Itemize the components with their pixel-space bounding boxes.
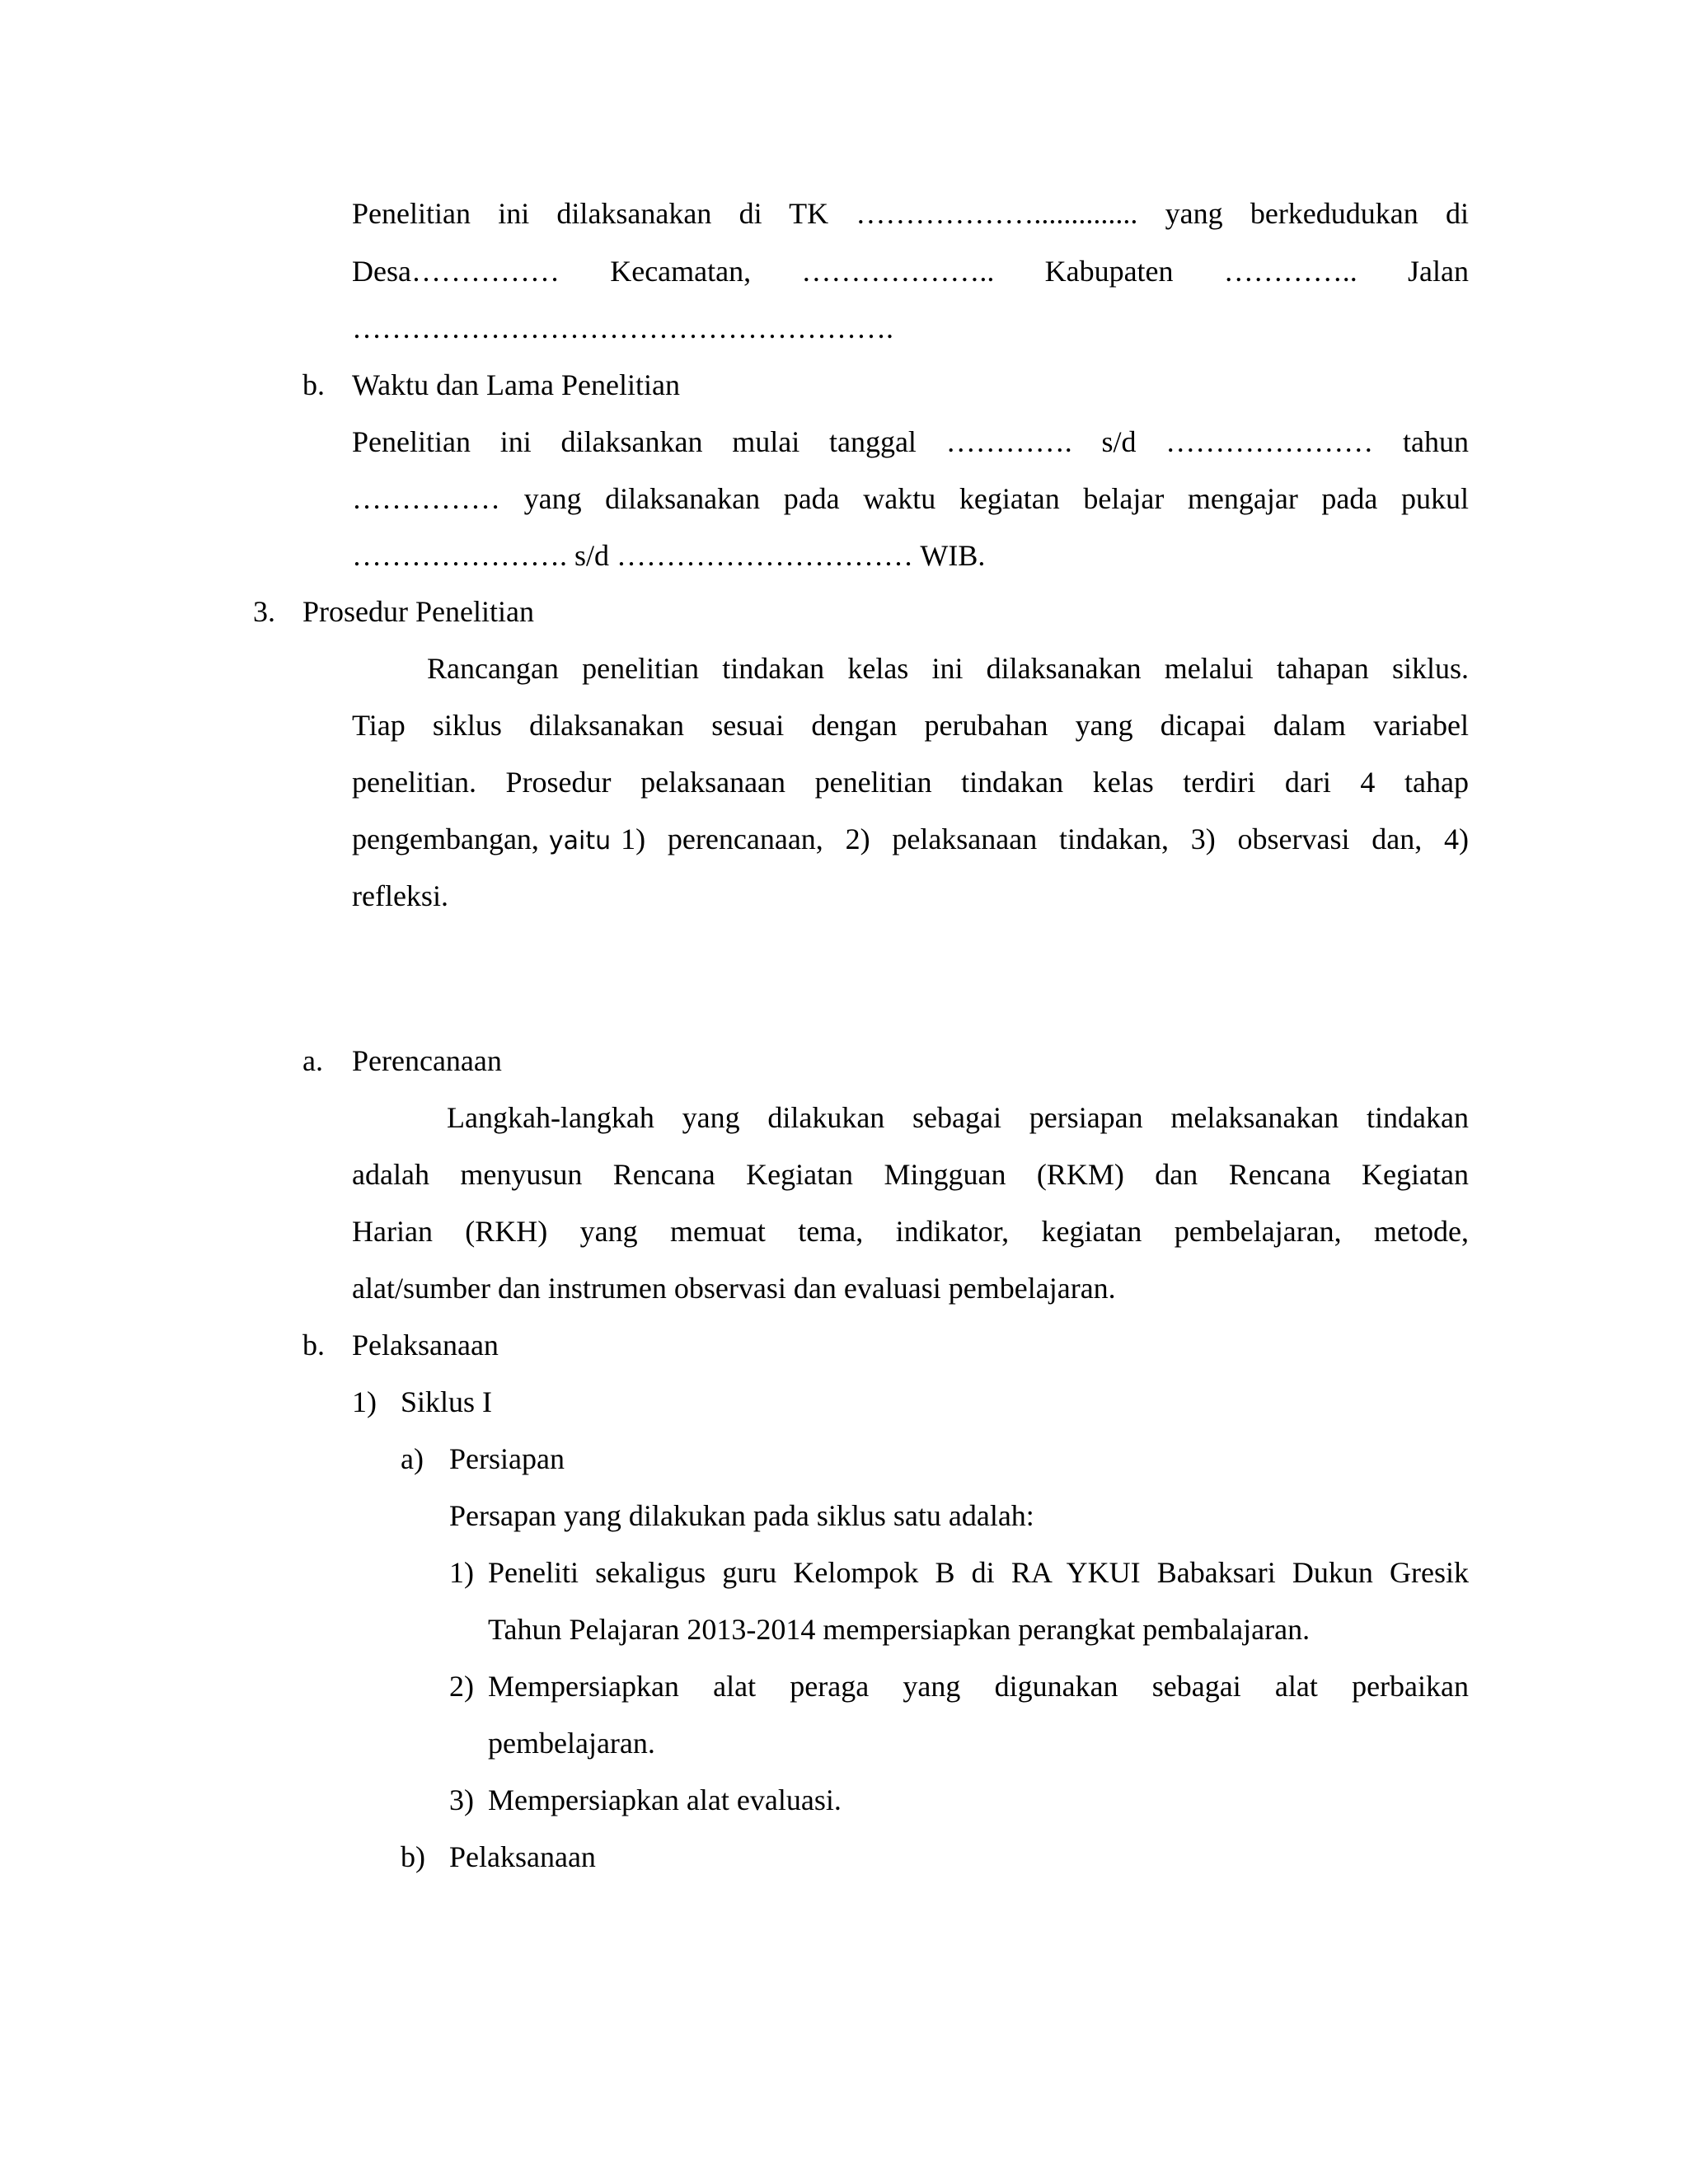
persiapan-heading: Persiapan	[449, 1442, 565, 1475]
prosedur-heading: Prosedur Penelitian	[302, 595, 534, 628]
waktu-line-1: Penelitian ini dilaksankan mulai tanggal …………. s/d ………………… tahun	[352, 425, 1469, 458]
prosedur-marker: 3.	[253, 595, 275, 628]
persiapan-item-2-marker: 2)	[449, 1670, 474, 1703]
sub-pelaksanaan-marker: b)	[401, 1840, 425, 1873]
prosedur-line-2: Tiap siklus dilaksanakan sesuai dengan perubahan yang dicapai dalam variabel	[352, 709, 1469, 742]
prosedur-line-1: Rancangan penelitian tindakan kelas ini dilaksanakan melalui tahapan siklus.	[427, 652, 1469, 685]
siklus-marker: 1)	[352, 1385, 377, 1418]
lokasi-line-1: Penelitian ini dilaksanakan di TK ……………….............. yang berkedudukan di	[352, 197, 1469, 230]
waktu-heading: Waktu dan Lama Penelitian	[352, 368, 680, 401]
prosedur-line-3: penelitian. Prosedur pelaksanaan penelitian tindakan kelas terdiri dari 4 tahap	[352, 766, 1469, 799]
perencanaan-line-2: adalah menyusun Rencana Kegiatan Mingguan (RKM) dan Rencana Kegiatan	[352, 1158, 1469, 1191]
pelaksanaan-marker: b.	[302, 1329, 325, 1361]
waktu-marker: b.	[302, 368, 325, 401]
persiapan-item-3-line-1: Mempersiapkan alat evaluasi.	[488, 1783, 842, 1816]
waktu-line-2: …………… yang dilaksanakan pada waktu kegiatan belajar mengajar pada pukul	[352, 482, 1469, 515]
prosedur-line-5: refleksi.	[352, 879, 448, 912]
persiapan-item-1-marker: 1)	[449, 1556, 474, 1589]
persiapan-item-1-line-2: Tahun Pelajaran 2013-2014 mempersiapkan perangkat pembalajaran.	[488, 1613, 1311, 1646]
perencanaan-line-3: Harian (RKH) yang memuat tema, indikator, kegiatan pembelajaran, metode,	[352, 1215, 1469, 1248]
siklus-heading: Siklus I	[401, 1385, 493, 1418]
prosedur-line-4-yaitu: yaitu	[548, 827, 612, 855]
perencanaan-line-1: Langkah-langkah yang dilakukan sebagai persiapan melaksanakan tindakan	[447, 1101, 1469, 1134]
persiapan-intro: Persapan yang dilakukan pada siklus satu adalah:	[449, 1499, 1034, 1532]
prosedur-line-4	[352, 811, 1469, 869]
prosedur-line-4-start: pengembangan,	[352, 823, 539, 855]
perencanaan-heading: Perencanaan	[352, 1044, 502, 1077]
pelaksanaan-heading: Pelaksanaan	[352, 1329, 499, 1361]
perencanaan-line-4: alat/sumber dan instrumen observasi dan evaluasi pembelajaran.	[352, 1272, 1116, 1305]
perencanaan-marker: a.	[302, 1044, 323, 1077]
persiapan-item-2-line-1: Mempersiapkan alat peraga yang digunakan sebagai alat perbaikan	[488, 1670, 1469, 1703]
waktu-line-3: …………………. s/d ………………………… WIB.	[352, 539, 986, 572]
sub-pelaksanaan-heading: Pelaksanaan	[449, 1840, 596, 1873]
lokasi-line-2: Desa…………… Kecamatan, ……………….. Kabupaten ………….. Jalan	[352, 255, 1469, 288]
persiapan-item-1-line-1: Peneliti sekaligus guru Kelompok B di RA YKUI Babaksari Dukun Gresik	[488, 1556, 1469, 1589]
prosedur-line-4-end: 1) perencanaan, 2) pelaksanaan tindakan, 3) observasi dan, 4)	[621, 823, 1469, 855]
persiapan-marker: a)	[401, 1442, 424, 1475]
persiapan-item-3-marker: 3)	[449, 1783, 474, 1816]
persiapan-item-2-line-2: pembelajaran.	[488, 1727, 655, 1760]
lokasi-line-3: ……………………………………………….	[352, 312, 893, 344]
